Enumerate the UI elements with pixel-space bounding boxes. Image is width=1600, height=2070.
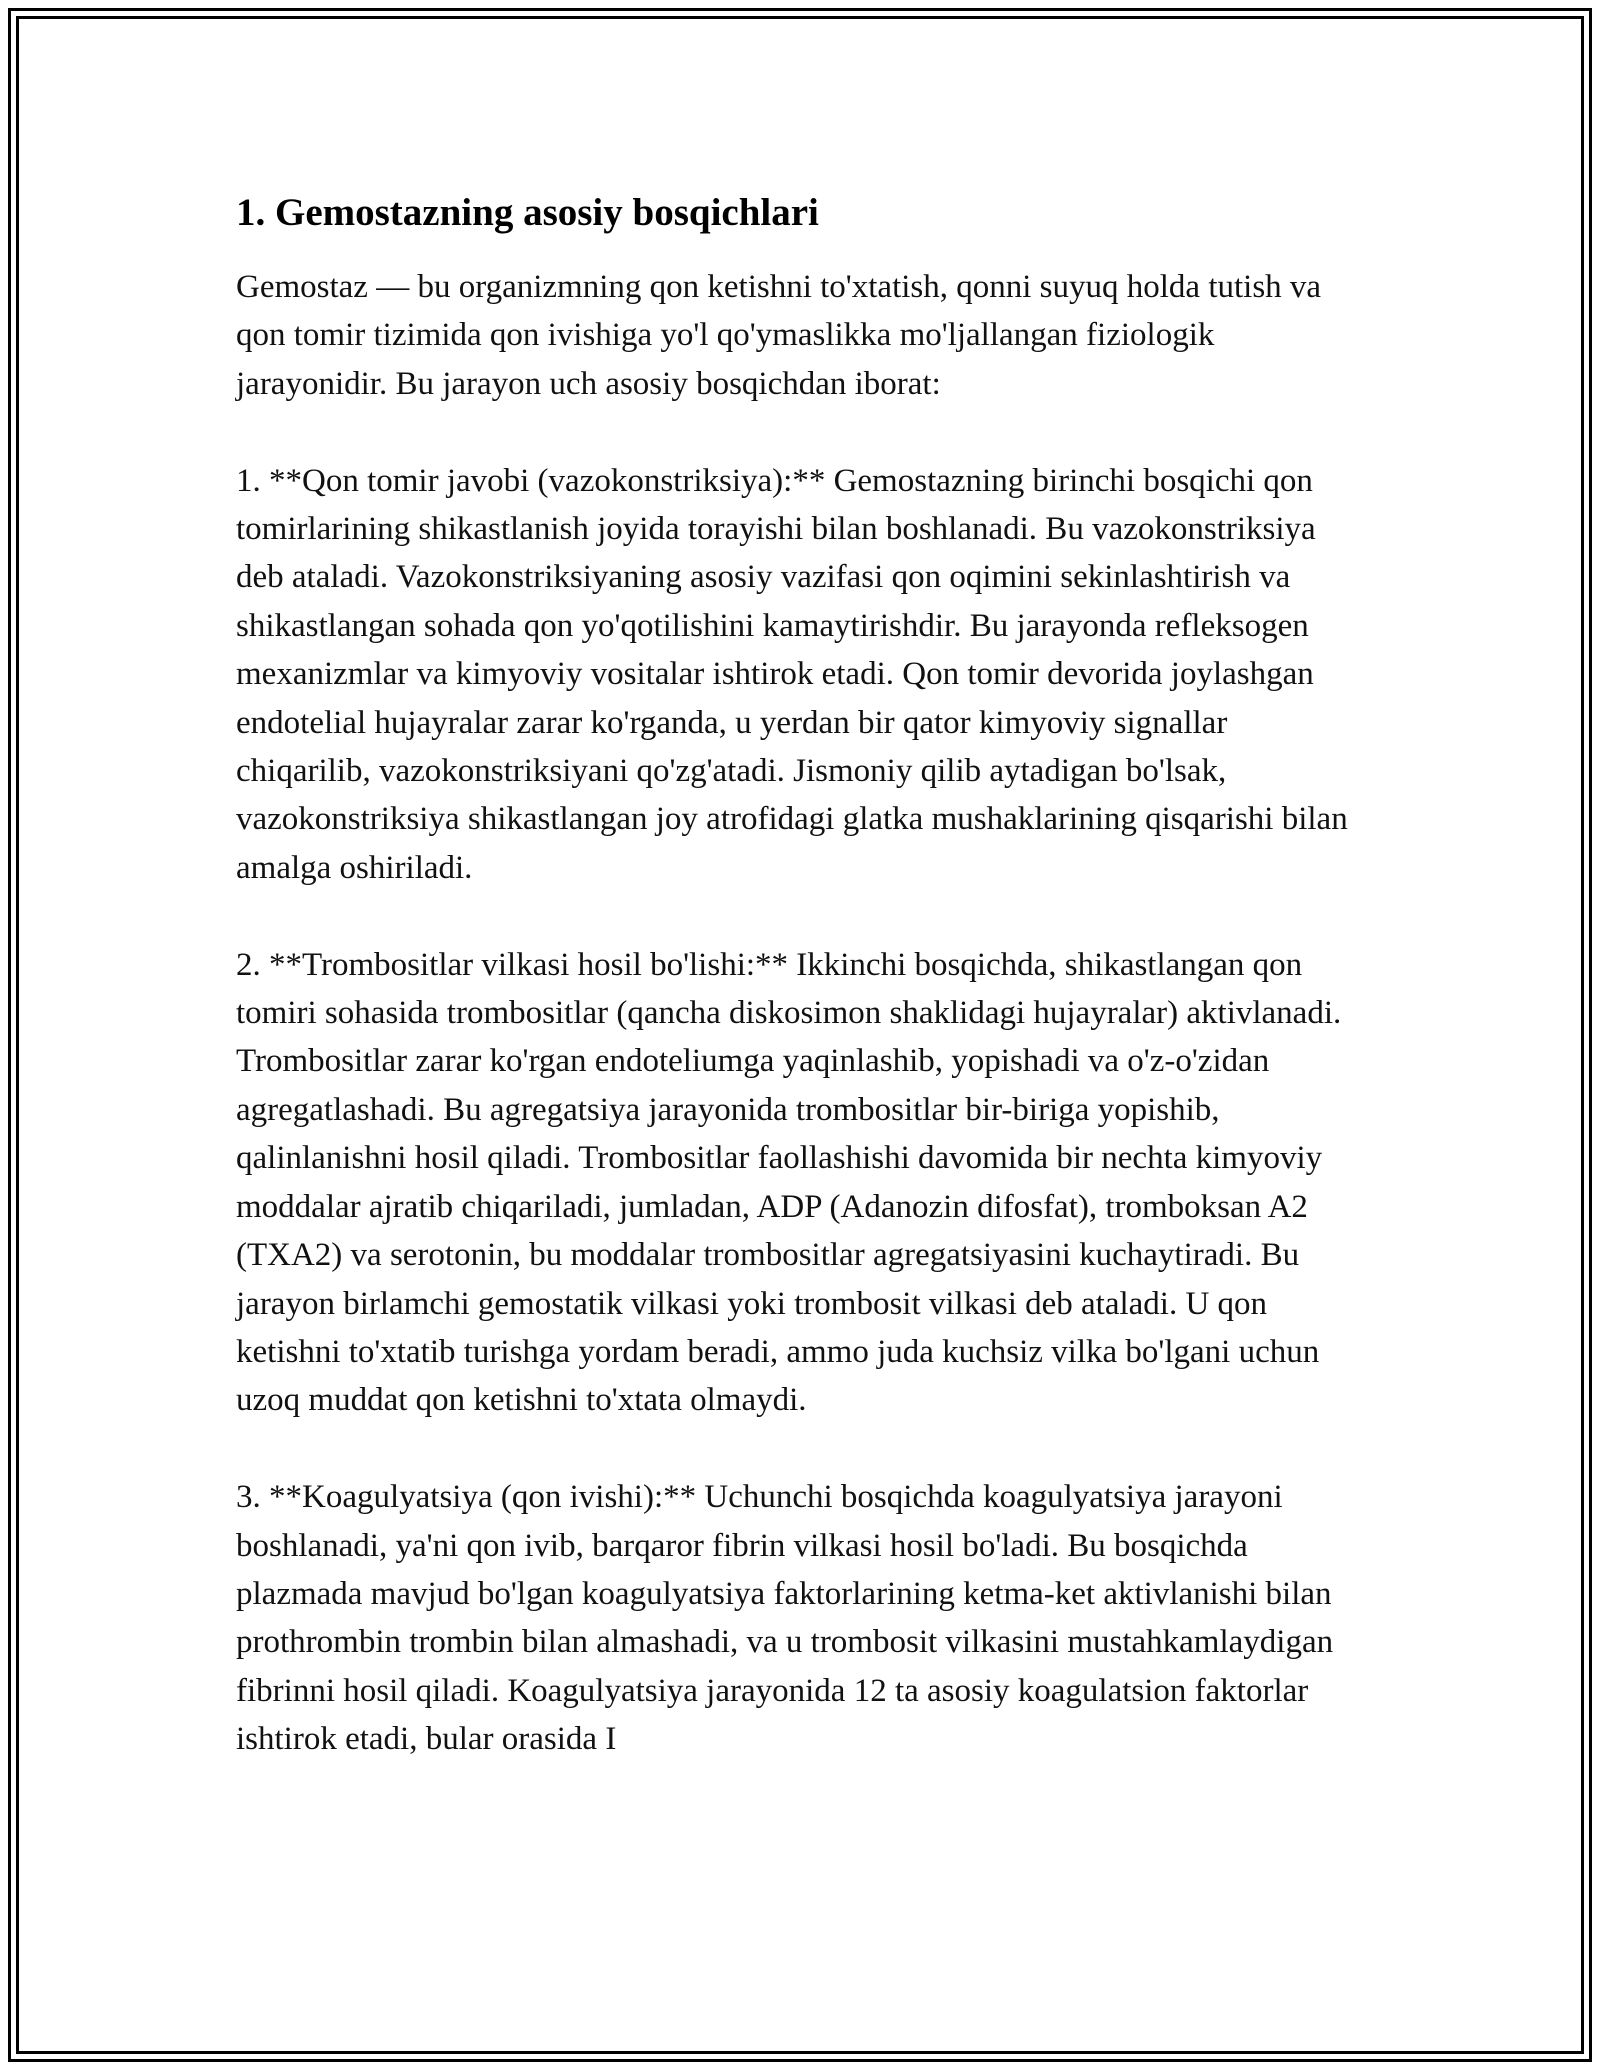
stage-3-paragraph: 3. **Koagulyatsiya (qon ivishi):** Uchunchi bosqichda koagulyatsiya jarayoni boshlanadi, ya'ni qon ivib, barqaror fibrin vilkasi hosil bo'ladi. Bu bosqichda plazmada mavjud bo'lgan koagulyatsiya faktorlarining ketma-ket aktivlanishi bilan prothrombin trombin bilan almashadi, va u trombosit vilkasini mustahkamlaydigan fibrinni hosil qiladi. Koagulyatsiya jarayonida 12 ta asosiy koagulatsion faktorlar ishtirok etadi, bular orasida I [236, 1479, 1334, 1758]
intro-paragraph: Gemostaz — bu organizmning qon ketishni to'xtatish, qonni suyuq holda tutish va qon tomir tizimida qon ivishiga yo'l qo'ymaslikka mo'ljallangan fiziologik jarayonidir. Bu jarayon uch asosiy bosqichdan iborat: [236, 269, 1322, 402]
stage-1-paragraph: 1. **Qon tomir javobi (vazokonstriksiya):** Gemostazning birinchi bosqichi qon tomirlarining shikastlanish joyida torayishi bilan boshlanadi. Bu vazokonstriksiya deb ataladi. Vazokonstriksiyaning asosiy vazifasi qon oqimini sekinlashtirish va shikastlangan sohada qon yo'qotilishini kamaytirishdir. Bu jarayonda refleksogen mexanizmlar va kimyoviy vositalar ishtirok etadi. Qon tomir devorida joylashgan endotelial hujayralar zarar ko'rganda, u yerdan bir qator kimyoviy signallar chiqarilib, vazokonstriksiyani qo'zg'atadi. Jismoniy qilib aytadigan bo'lsak, vazokonstriksiya shikastlangan joy atrofidagi glatka mushaklarining qisqarishi bilan amalga oshiriladi. [236, 462, 1348, 886]
stage-2-paragraph: 2. **Trombositlar vilkasi hosil bo'lishi:** Ikkinchi bosqichda, shikastlangan qon tomiri sohasida trombositlar (qancha diskosimon shaklidagi hujayralar) aktivlanadi. Trombositlar zarar ko'rgan endoteliumga yaqinlashib, yopishadi va o'z-o'zidan agregatlashadi. Bu agregatsiya jarayonida trombositlar bir-biriga yopishib, qalinlanishni hosil qiladi. Trombositlar faollashishi davomida bir nechta kimyoviy moddalar ajratib chiqariladi, jumladan, ADP (Adanozin difosfat), tromboksan A2 (TXA2) va serotonin, bu moddalar trombositlar agregatsiyasini kuchaytiradi. Bu jarayon birlamchi gemostatik vilkasi yoki trombosit vilkasi deb ataladi. U qon ketishni to'xtatib turishga yordam beradi, ammo juda kuchsiz vilka bo'lgani uchun uzoq muddat qon ketishni to'xtata olmaydi. [236, 946, 1342, 1419]
section-heading: 1. Gemostazning asosiy bosqichlari [236, 191, 819, 234]
document-body [236, 184, 1366, 1764]
